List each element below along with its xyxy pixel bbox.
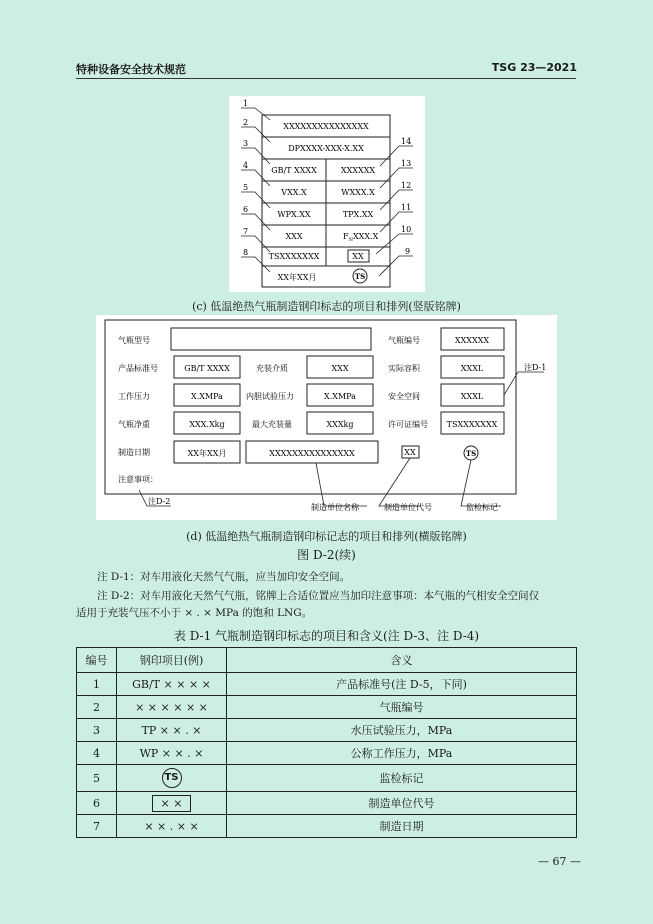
fig-c-row-2: DPXXXX-XXX-X.XX (288, 144, 364, 153)
running-header-code: TSG 23—2021 (491, 61, 577, 74)
fig-d-label-safety-space: 安全空间 (388, 392, 420, 401)
fig-d-label-medium: 充装介质 (256, 364, 288, 373)
row-no: 1 (77, 673, 117, 696)
stamp-items-table (76, 647, 577, 838)
fig-d-label-standard: 产品标准号 (118, 364, 158, 373)
fig-c-ts-mark: TS (354, 272, 366, 281)
row-meaning: 气瓶编号 (227, 696, 577, 719)
table-header-row (77, 648, 577, 673)
fig-c-num-11: 11 (401, 203, 412, 212)
fig-d-value-volume: XXXL (460, 364, 484, 373)
fig-d-value-standard: GB/T XXXX (184, 364, 230, 373)
header-meaning: 含义 (227, 648, 577, 673)
fig-c-num-6: 6 (243, 205, 249, 214)
fig-d-callout-name: 制造单位名称 (311, 503, 359, 512)
fig-c-row-1: XXXXXXXXXXXXXXX (283, 122, 369, 131)
fig-d-value-safety-space: XXXL (460, 392, 484, 401)
fig-c-left-3: WPX.XX (277, 210, 311, 219)
fig-d-label-work-pressure: 工作压力 (118, 392, 150, 401)
fig-d-label-serial: 气瓶编号 (388, 336, 420, 345)
table-row (77, 792, 577, 815)
table-row (77, 719, 577, 742)
fig-d-ts-mark: TS (465, 449, 477, 458)
fig-c-left-4: XXX (285, 232, 303, 241)
page-number: — 67 — (538, 855, 581, 868)
fig-d-label-net-weight: 气瓶净重 (118, 420, 150, 429)
row-no: 5 (77, 765, 117, 792)
fig-d-value-medium: XXX (331, 364, 349, 373)
row-no: 2 (77, 696, 117, 719)
row-item (117, 765, 227, 792)
row-item: GB/T × × × × (117, 673, 227, 696)
fig-c-right-1: XXXXXX (340, 166, 376, 175)
row-no: 4 (77, 742, 117, 765)
table-row (77, 696, 577, 719)
fig-c-date: XX年XX月 (277, 273, 317, 282)
note-d2-cont: 适用于充装气压不小于 × . × MPa 的饱和 LNG。 (76, 607, 313, 619)
fig-d-value-work-pressure: X.XMPa (191, 392, 223, 401)
fig-d-label-model: 气瓶型号 (118, 336, 150, 345)
fig-c-left-5: TSXXXXXXX (268, 252, 320, 261)
fig-d-value-serial: XXXXXX (454, 336, 490, 345)
row-item (117, 792, 227, 815)
fig-d-callout-inspection: 监检标记 (466, 503, 498, 512)
table-row (77, 765, 577, 792)
row-item: TP × × . × (117, 719, 227, 742)
fig-c-num-3: 3 (243, 139, 249, 148)
figure-c-caption: (c) 低温绝热气瓶制造钢印标志的项目和排列(竖版铭牌) (192, 300, 461, 313)
fig-c-num-7: 7 (243, 227, 249, 236)
note-d2: 注 D-2：对车用液化天然气气瓶，铭牌上合适位置应当加印注意事项：本气瓶的气相安全空间仅 (97, 590, 540, 602)
fig-d-value-net-weight: XXX.Xkg (189, 420, 225, 429)
fig-c-left-2: VXX.X (281, 188, 307, 197)
fig-d-label-volume: 实际容积 (388, 364, 420, 373)
figure-d-caption: (d) 低温绝热气瓶制造钢印标记志的项目和排列(横版铭牌) (186, 530, 467, 543)
row-item: × × . × × (117, 815, 227, 838)
row-no: 3 (77, 719, 117, 742)
fig-c-num-13: 13 (401, 159, 412, 168)
running-header-title: 特种设备安全技术规范 (76, 63, 186, 76)
fig-c-num-14: 14 (401, 137, 412, 146)
fig-d-label-license: 许可证编号 (388, 420, 428, 429)
figure-title: 图 D-2(续) (297, 548, 356, 562)
header-rule (76, 78, 576, 79)
fig-d-value-license: TSXXXXXXX (446, 420, 498, 429)
fig-c-right-2: WXXX.X (341, 188, 375, 197)
header-item: 钢印项目(例) (117, 648, 227, 673)
fig-d-value-code: XX (404, 448, 416, 457)
fig-c-left-1: GB/T XXXX (271, 166, 317, 175)
row-meaning: 制造单位代号 (227, 792, 577, 815)
fig-c-num-8: 8 (243, 248, 249, 257)
fig-c-num-2: 2 (243, 118, 249, 127)
fig-d-callout-d1: 注D-1 (524, 363, 547, 372)
row-no: 6 (77, 792, 117, 815)
fig-c-num-4: 4 (243, 161, 249, 170)
fig-d-label-date: 制造日期 (118, 448, 150, 457)
row-item: × × × × × × (117, 696, 227, 719)
fig-d-value-date: XX年XX月 (187, 449, 227, 458)
fig-c-num-10: 10 (401, 225, 412, 234)
fig-d-value-test-pressure: X.XMPa (324, 392, 356, 401)
figure-c-vertical-nameplate (229, 96, 425, 292)
boxed-code-mark: × × (152, 795, 192, 812)
row-meaning: 水压试验压力，MPa (227, 719, 577, 742)
figure-d-horizontal-nameplate (96, 315, 557, 520)
fig-c-num-1: 1 (243, 99, 249, 108)
fig-d-value-manufacturer: XXXXXXXXXXXXXXX (269, 449, 355, 458)
row-meaning: 产品标准号(注 D-5，下同) (227, 673, 577, 696)
table-title: 表 D-1 气瓶制造钢印标志的项目和含义(注 D-3、注 D-4) (173, 629, 480, 643)
fig-d-label-test-pressure: 内胆试验压力 (246, 392, 294, 401)
fig-c-right-5: XX (352, 252, 364, 261)
fig-d-callout-code: 制造单位代号 (384, 503, 432, 512)
table-row (77, 742, 577, 765)
fig-d-value-max-fill: XXXkg (326, 420, 354, 429)
fig-c-right-3: TPX.XX (342, 210, 374, 219)
row-meaning: 公称工作压力，MPa (227, 742, 577, 765)
row-meaning: 制造日期 (227, 815, 577, 838)
fig-d-label-notice: 注意事项： (118, 475, 158, 484)
fig-d-label-max-fill: 最大充装量 (252, 420, 292, 429)
fig-c-num-5: 5 (243, 183, 249, 192)
fig-d-callout-d2: 注D-2 (148, 497, 171, 506)
row-no: 7 (77, 815, 117, 838)
row-meaning: 监检标记 (227, 765, 577, 792)
ts-mark-icon: TS (162, 768, 182, 788)
fig-c-right-4: $F_NXXX.X$ (343, 232, 379, 243)
row-item: WP × × . × (117, 742, 227, 765)
header-no: 编号 (77, 648, 117, 673)
table-row (77, 673, 577, 696)
table-row (77, 815, 577, 838)
note-d1: 注 D-1：对车用液化天然气气瓶，应当加印安全空间。 (97, 571, 351, 583)
fig-c-num-12: 12 (401, 181, 412, 190)
fig-c-num-9: 9 (405, 247, 411, 256)
